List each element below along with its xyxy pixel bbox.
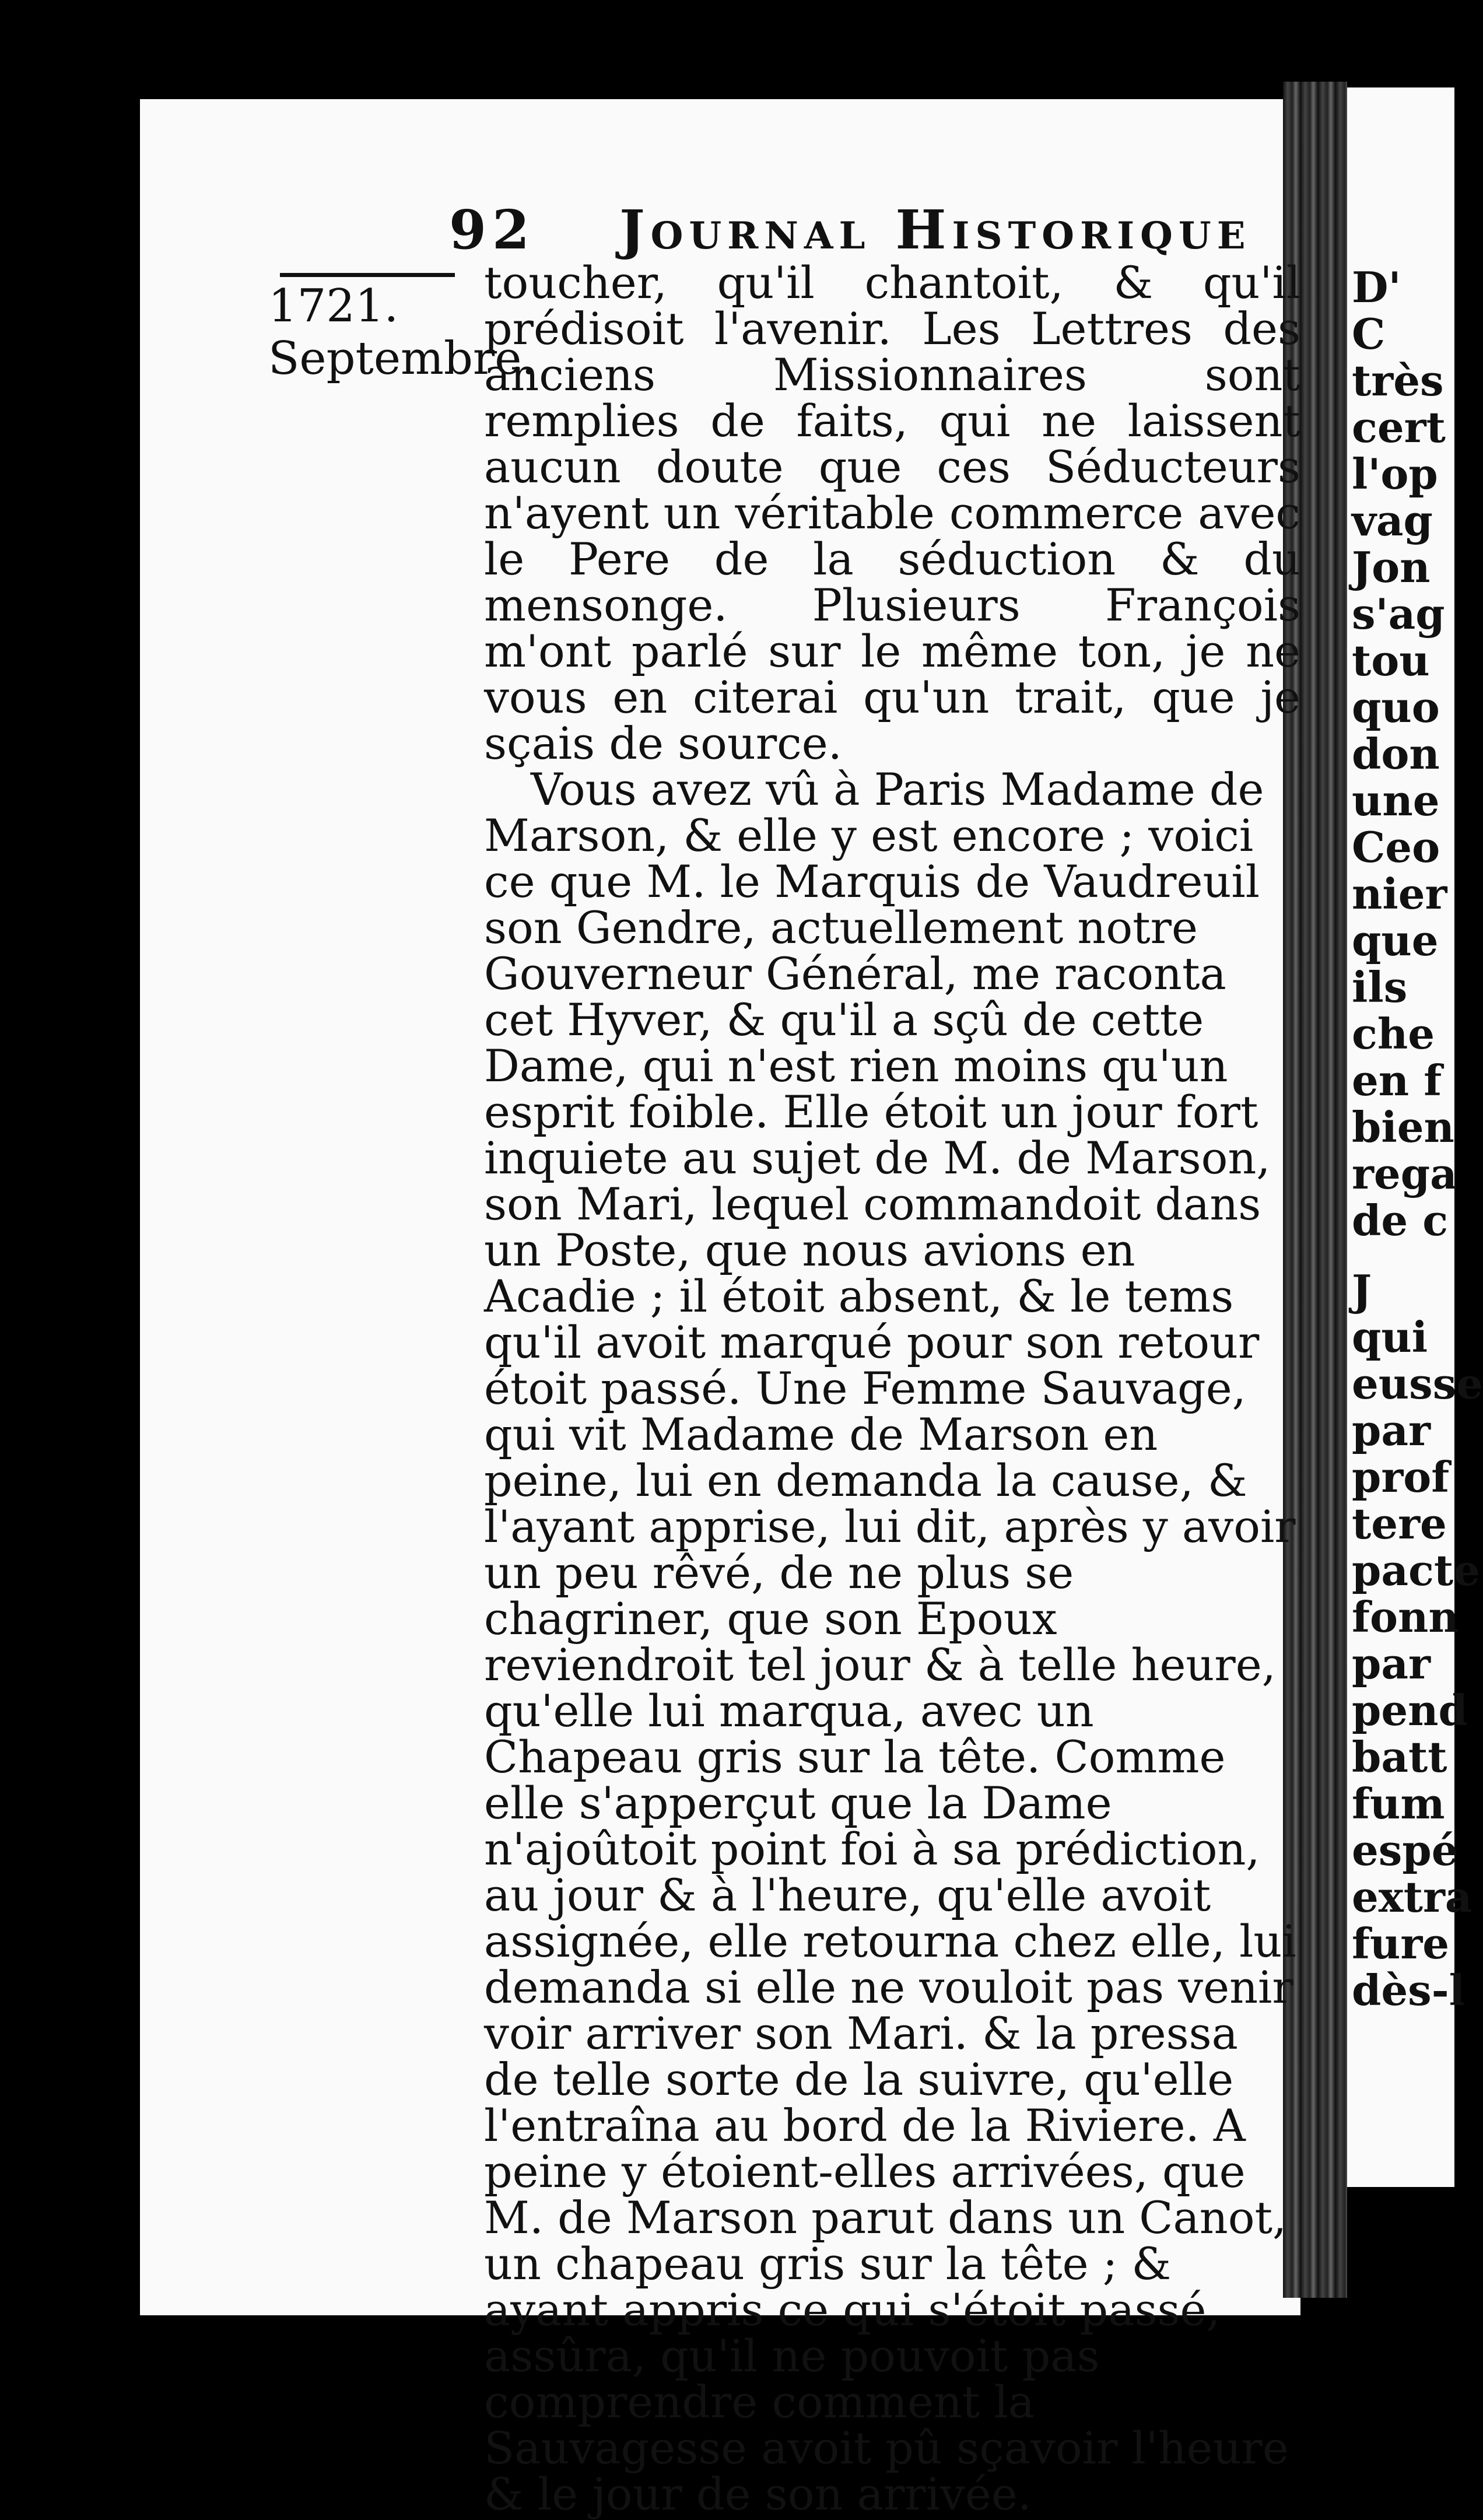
facing-page-fragment: nier <box>1352 869 1447 919</box>
running-title: Journal Historique <box>619 198 1251 261</box>
facing-page-fragment: espé <box>1352 1825 1459 1875</box>
facing-page-edge <box>1341 87 1483 2187</box>
facing-page-fragment: qui <box>1352 1312 1428 1362</box>
facing-page-fragment: Ceo <box>1352 822 1440 872</box>
facing-page-fragment: C <box>1352 309 1386 359</box>
facing-page-fragment: eusse <box>1352 1359 1483 1408</box>
facing-page-fragment: l'op <box>1352 449 1438 499</box>
running-header <box>449 198 1251 261</box>
facing-page-fragment: bien <box>1352 1102 1454 1152</box>
facing-page-fragment: très <box>1352 356 1444 405</box>
paragraph-1: toucher, qu'il chantoit, & qu'il prédisoit l'avenir. Les Lettres des anciens Missionnaires sont remplies de faits, qui ne laissent aucun doute que ces Séducteurs n'ayent un véritable commerce avec le Pere de la séduction & du mensonge. Plusieurs François m'ont parlé sur le même ton, je ne vous en citerai qu'un trait, que je sçais de source. <box>484 257 1300 769</box>
facing-page-fragment: par <box>1352 1406 1431 1455</box>
paragraph-2: Vous avez vû à Paris Madame de Marson, & elle y est encore ; voici ce que M. le Marquis de Vaudreuil son Gendre, actuellement notre Gouverneur Général, me raconta cet Hyver, & qu'il a sçû de cette Dame, qui n'est rien moins qu'un esprit foible. Elle étoit un jour fort inquiete au sujet de M. de Marson, son Mari, lequel commandoit dans un Poste, que nous avions en Acadie ; il étoit absent, & le tems qu'il avoit marqué pour son retour étoit passé. Une Femme Sauvage, qui vit Madame de Marson en peine, lui en demanda la cause, & l'ayant apprise, lui dit, après y avoir un peu rêvé, de ne plus se chagriner, que son Epoux reviendroit tel jour & à telle heure, qu'elle lui marqua, avec un Chapeau gris sur la tête. Comme elle s'apperçut que la Dame n'ajoûtoit point foi à sa prédiction, au jour & à l'heure, qu'elle avoit assignée, elle retourna chez elle, lui demanda si elle ne vouloit pas venir voir arriver son Mari. & la pressa de telle sorte de la suivre, qu'elle l'entraîna au bord de la Riviere. A peine y étoient-elles arrivées, que M. de Marson parut dans un Canot, un chapeau gris sur la tête ; & ayant appris ce qui s'étoit passé, assûra, qu'il ne pouvoit pas comprendre comment la Sauvagesse avoit pû sçavoir l'heure & le jour de son arrivée. <box>484 763 1296 2520</box>
facing-page-fragment: de c <box>1352 1196 1449 1245</box>
facing-page-fragment: pend <box>1352 1685 1468 1735</box>
facing-page-fragment: que <box>1352 916 1439 965</box>
facing-page-fragment: en f <box>1352 1056 1442 1105</box>
facing-page-fragment: ils <box>1352 962 1408 1012</box>
header-rule <box>280 273 455 277</box>
facing-page-fragment: tere <box>1352 1499 1447 1548</box>
facing-page-fragment: extra <box>1352 1872 1473 1922</box>
facing-page-fragment: prof <box>1352 1452 1450 1502</box>
margin-month: Septembre. <box>268 332 537 385</box>
facing-page-fragment: pacte <box>1352 1545 1480 1595</box>
facing-page-fragment: s'ag <box>1352 589 1445 639</box>
facing-page-fragment: che <box>1352 1009 1435 1059</box>
page-number: 92 <box>449 198 536 261</box>
facing-page-fragment: tou <box>1352 636 1430 685</box>
facing-page-fragment: J <box>1352 1266 1372 1315</box>
margin-year: 1721. <box>268 280 399 332</box>
facing-page-fragment: Jon <box>1352 542 1431 592</box>
facing-page-fragment: fum <box>1352 1779 1445 1828</box>
facing-page-fragment: quo <box>1352 682 1440 732</box>
facing-page-fragment: vag <box>1352 496 1433 545</box>
facing-page-fragment: cert <box>1352 402 1446 452</box>
body-text <box>484 257 1300 2520</box>
facing-page-fragment: par <box>1352 1639 1431 1688</box>
facing-page-fragment: une <box>1352 776 1440 825</box>
facing-page-fragment: D' <box>1352 262 1401 312</box>
facing-page-fragment: batt <box>1352 1732 1447 1782</box>
facing-page-fragment: rega <box>1352 1149 1457 1198</box>
facing-page-fragment: dès-l <box>1352 1965 1465 2015</box>
facing-page-fragment: don <box>1352 729 1440 779</box>
facing-page-fragment: fure <box>1352 1919 1450 1968</box>
facing-page-fragment: fonn <box>1352 1592 1459 1642</box>
